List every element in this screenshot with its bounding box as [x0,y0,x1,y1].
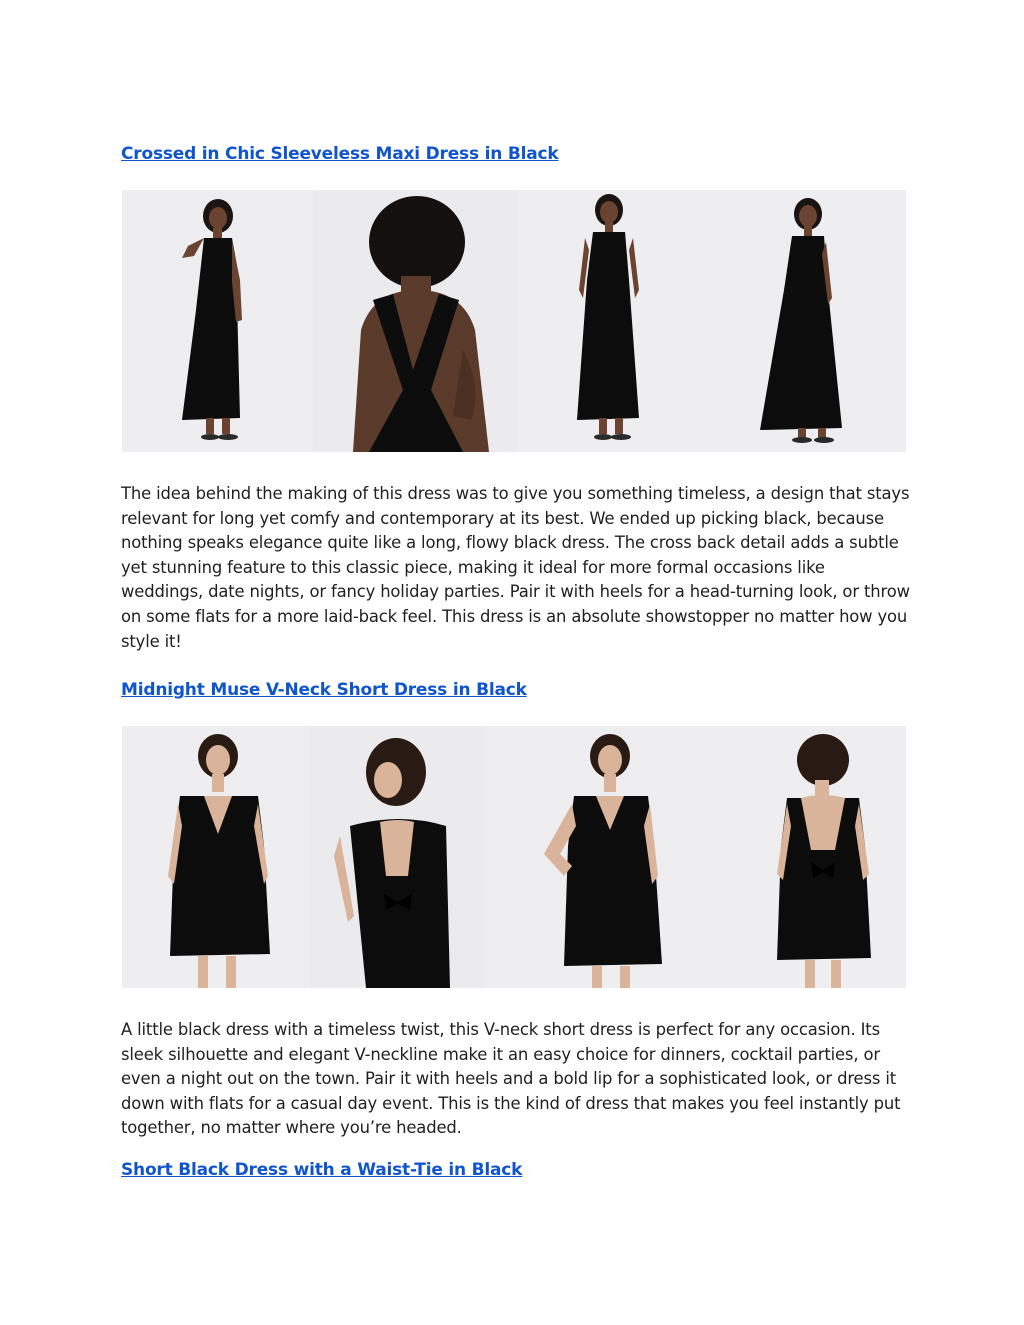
maxi-dress-photo-back-closeup [313,190,517,452]
product-link-maxi-dress[interactable]: Crossed in Chic Sleeveless Maxi Dress in Black [121,144,559,164]
product-link-waist-tie-dress[interactable]: Short Black Dress with a Waist-Tie in Black [121,1160,523,1180]
maxi-dress-photo-strip [122,190,906,452]
vneck-dress-photo-front-hip [484,726,731,988]
vneck-dress-photo-back-full [731,726,906,988]
vneck-dress-photo-strip [122,726,906,988]
vneck-dress-photo-front [122,726,310,988]
vneck-dress-photo-back-bow [310,726,484,988]
maxi-dress-description: The idea behind the making of this dress was to give you something timeless, a design that stays relevant for long yet comfy and contemporary at its best. We ended up picking black, because nothing speaks elegance quite like a long, flowy black dress. The cross back detail adds a subtle yet stunning feature to this classic piece, making it ideal for more formal occasions like weddings, date nights, or fancy holiday parties. Pair it with heels for a head-turning look, or throw on some flats for a more laid-back feel. This dress is an absolute showstopper no matter how you style it! [121,484,910,651]
maxi-dress-photo-front [122,190,313,452]
maxi-dress-photo-side [710,190,906,452]
vneck-dress-description: A little black dress with a timeless twist, this V-neck short dress is perfect for any occasion. Its sleek silhouette and elegant V-neckline make it an easy choice for dinners, cocktail parties, or even a night out on the town. Pair it with heels and a bold lip for a sophisticated look, or dress it down with flats for a casual day event. This is the kind of dress that makes you feel instantly put together, no matter where you’re headed. [121,1020,901,1138]
maxi-dress-photo-front-pockets [517,190,710,452]
product-link-vneck-short-dress[interactable]: Midnight Muse V-Neck Short Dress in Black [121,680,527,700]
